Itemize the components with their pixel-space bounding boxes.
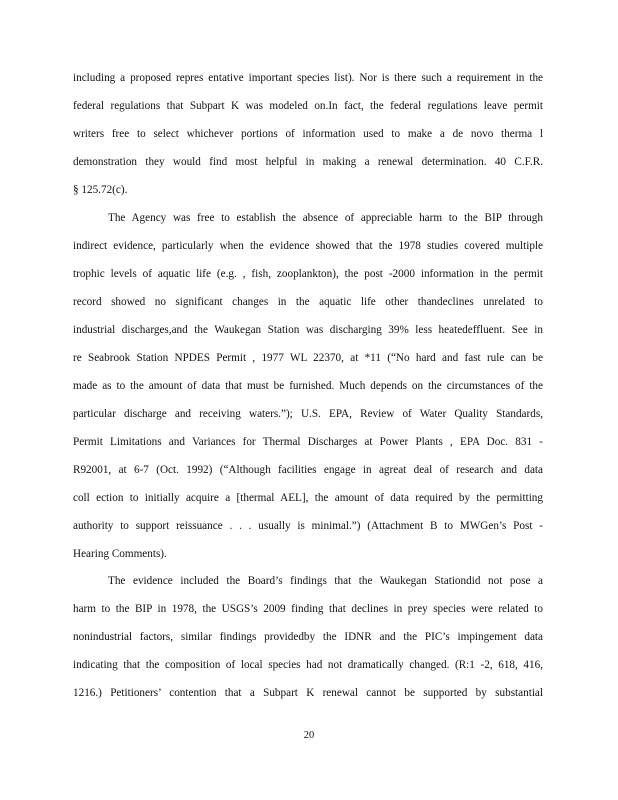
- text-line: nonindustrial factors, similar findings providedby the IDNR and the PIC’s impingement data: [73, 631, 543, 643]
- page-number: 20: [303, 730, 315, 741]
- text-line: particular discharge and receiving waters.”); U.S. EPA, Review of Water Quality Standards,: [73, 408, 543, 420]
- text-line: The Agency was free to establish the absence of appreciable harm to the BIP through: [108, 212, 543, 224]
- text-line: R92001, at 6-7 (Oct. 1992) (“Although facilities engage in agreat deal of research and data: [73, 464, 543, 476]
- text-line: made as to the amount of data that must be furnished. Much depends on the circumstances of the: [73, 380, 543, 392]
- text-line: authority to support reissuance . . . usually is minimal.”) (Attachment B to MWGen’s Post -: [73, 520, 543, 532]
- text-line: record showed no significant changes in the aquatic life other thandeclines unrelated to: [73, 296, 543, 308]
- text-line: Hearing Comments).: [73, 548, 167, 560]
- text-line: re Seabrook Station NPDES Permit , 1977 WL 22370, at *11 (“No hard and fast rule can be: [73, 352, 543, 364]
- text-line: Permit Limitations and Variances for Thermal Discharges at Power Plants , EPA Doc. 831 -: [73, 436, 543, 448]
- text-line: industrial discharges,and the Waukegan Station was discharging 39% less heatedeffluent. See in: [73, 324, 543, 336]
- text-line: 1216.) Petitioners’ contention that a Subpart K renewal cannot be supported by substantial: [73, 687, 543, 699]
- text-line: The evidence included the Board’s findings that the Waukegan Stationdid not pose a: [108, 575, 543, 587]
- text-line: indicating that the composition of local species had not dramatically changed. (R:1 -2, 618, 416,: [73, 659, 543, 671]
- text-line: federal regulations that Subpart K was modeled on.In fact, the federal regulations leave permit: [73, 100, 543, 112]
- text-line: trophic levels of aquatic life (e.g. , fish, zooplankton), the post -2000 information in the permit: [73, 268, 543, 280]
- text-line: demonstration they would find most helpful in making a renewal determination. 40 C.F.R.: [73, 156, 543, 168]
- text-line: coll ection to initially acquire a [thermal AEL], the amount of data required by the permitting: [73, 492, 543, 504]
- text-line: including a proposed repres entative important species list). Nor is there such a requirement in the: [73, 72, 543, 84]
- text-line: writers free to select whichever portions of information used to make a de novo therma l: [73, 128, 543, 140]
- text-line: indirect evidence, particularly when the evidence showed that the 1978 studies covered multiple: [73, 240, 543, 252]
- text-line: § 125.72(c).: [73, 184, 128, 196]
- text-line: harm to the BIP in 1978, the USGS’s 2009 finding that declines in prey species were related to: [73, 603, 543, 615]
